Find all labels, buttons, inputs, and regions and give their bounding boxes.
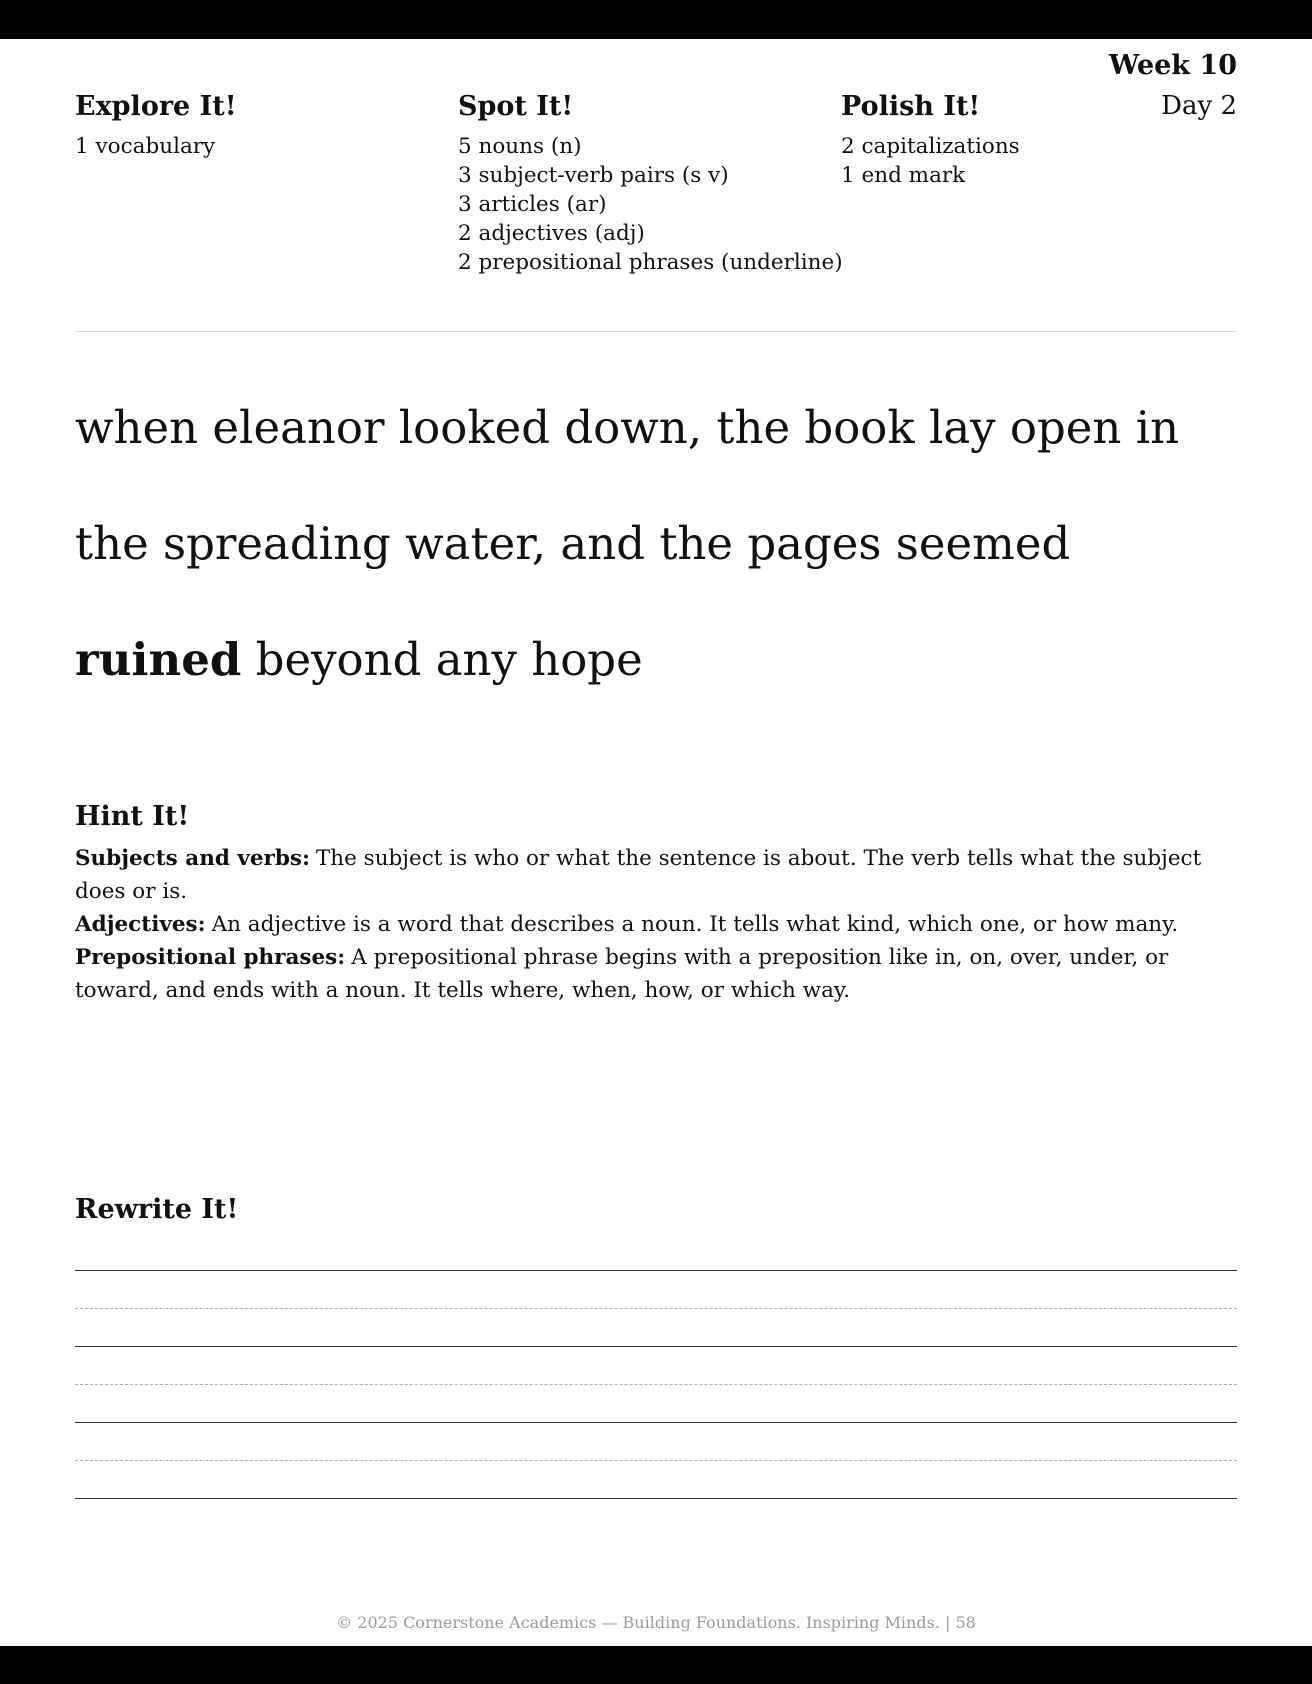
page-footer: © 2025 Cornerstone Academics — Building Foundations. Inspiring Minds. | 58 — [336, 1613, 976, 1632]
spot-section — [458, 92, 843, 277]
sentence-text-before: when eleanor looked down, the book lay open in the spreading water, and the pages seemed — [75, 401, 1180, 570]
writing-line-dashed — [75, 1384, 1237, 1385]
list-item: 3 subject-verb pairs (s v) — [458, 163, 729, 188]
week-label: Week 10 — [1108, 50, 1237, 81]
writing-line-dashed — [75, 1460, 1237, 1461]
bottom-black-bar — [0, 1646, 1312, 1684]
writing-lines[interactable] — [75, 1270, 1237, 1499]
vocabulary-word: ruined — [75, 633, 242, 686]
hint-term: Subjects and verbs: — [75, 846, 310, 871]
writing-line-solid — [75, 1346, 1237, 1347]
hint-title: Hint It! — [75, 801, 190, 832]
sentence-text-after: beyond any hope — [241, 633, 643, 686]
practice-sentence — [75, 370, 1245, 718]
writing-line-solid — [75, 1270, 1237, 1271]
list-item: 3 articles (ar) — [458, 192, 607, 217]
list-item: 2 adjectives (adj) — [458, 221, 645, 246]
explore-list — [75, 132, 237, 161]
writing-line-solid — [75, 1422, 1237, 1423]
hint-text: An adjective is a word that describes a noun. It tells what kind, which one, or how many. — [211, 912, 1179, 937]
hint-section — [75, 800, 1245, 1007]
hint-entry — [75, 842, 1245, 908]
polish-title: Polish It! — [841, 91, 981, 122]
list-item: 2 capitalizations — [841, 134, 1020, 159]
hint-text: The subject is who or what the sentence is about. The verb tells what the subject does or is. — [75, 846, 1202, 904]
day-label: Day 2 — [1161, 91, 1237, 121]
spot-title: Spot It! — [458, 91, 574, 122]
polish-list — [841, 132, 1020, 190]
writing-line-solid — [75, 1498, 1237, 1499]
list-item: 1 vocabulary — [75, 134, 216, 159]
list-item: 1 end mark — [841, 163, 966, 188]
list-item: 5 nouns (n) — [458, 134, 582, 159]
hint-entry — [75, 908, 1245, 941]
list-item: 2 prepositional phrases (underline) — [458, 250, 843, 275]
explore-section — [75, 92, 237, 161]
hint-text: A prepositional phrase begins with a preposition like in, on, over, under, or toward, and ends with a noun. It tells where, when, how, or which way. — [75, 945, 1169, 1003]
top-black-bar — [0, 0, 1312, 39]
writing-line-dashed — [75, 1308, 1237, 1309]
hint-term: Adjectives: — [75, 912, 206, 937]
rewrite-title: Rewrite It! — [75, 1194, 239, 1225]
explore-title: Explore It! — [75, 91, 237, 122]
spot-list — [458, 132, 843, 277]
hint-entry — [75, 941, 1245, 1007]
polish-section — [841, 92, 1020, 190]
section-divider — [75, 331, 1237, 332]
hint-term: Prepositional phrases: — [75, 945, 346, 970]
